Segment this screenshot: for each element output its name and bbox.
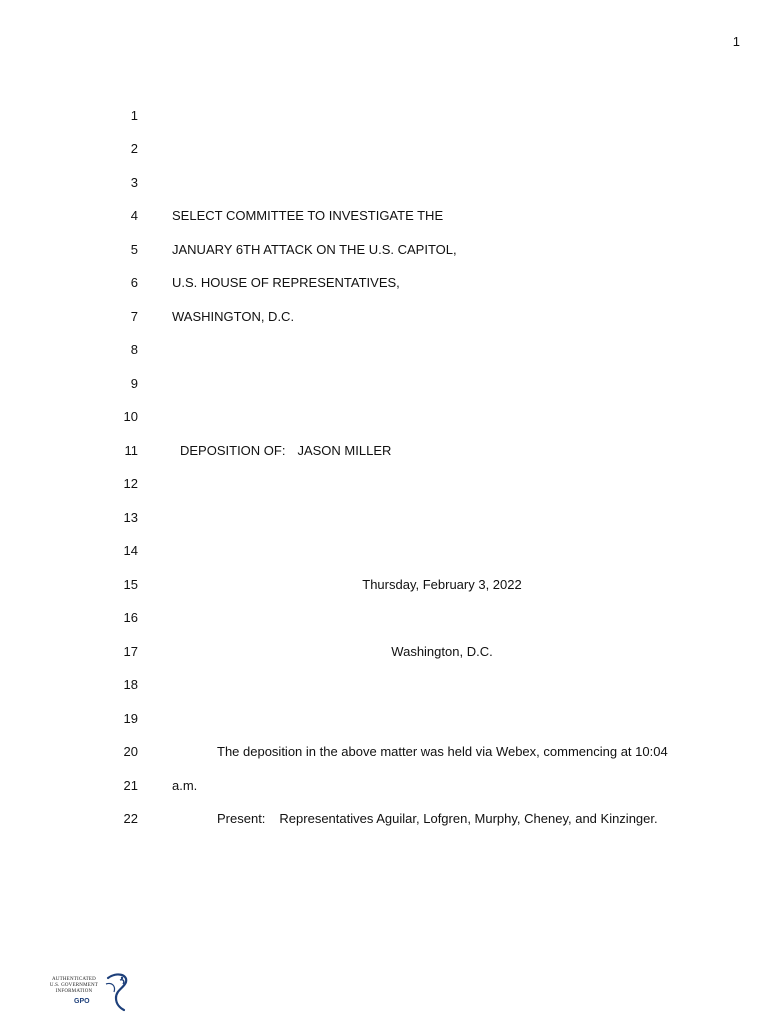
logo-text-information: INFORMATION bbox=[55, 989, 93, 994]
line-number: 18 bbox=[123, 677, 138, 692]
transcript-line bbox=[0, 508, 768, 528]
logo-text-authenticated: AUTHENTICATED bbox=[52, 977, 96, 982]
line-number: 14 bbox=[123, 543, 138, 558]
line-number: 9 bbox=[130, 376, 138, 391]
line-number: 16 bbox=[123, 610, 138, 625]
transcript-line bbox=[0, 742, 768, 762]
transcript-line bbox=[0, 441, 768, 461]
deposition-statement-continued: a.m. bbox=[172, 778, 198, 793]
deposition-date: Thursday, February 3, 2022 bbox=[362, 577, 522, 592]
line-number: 11 bbox=[124, 443, 138, 458]
transcript-line bbox=[0, 474, 768, 494]
transcript-line bbox=[0, 374, 768, 394]
transcript-line bbox=[0, 642, 768, 662]
transcript-line bbox=[0, 206, 768, 226]
transcript-line bbox=[0, 173, 768, 193]
present-label: Present: bbox=[217, 811, 266, 826]
gpo-authenticated-logo bbox=[44, 972, 134, 1016]
logo-text-gpo: GPO bbox=[74, 998, 90, 1005]
deponent-name: JASON MILLER bbox=[297, 443, 392, 458]
line-number: 10 bbox=[123, 409, 138, 424]
eagle-icon bbox=[102, 972, 132, 1016]
line-number: 1 bbox=[130, 108, 138, 123]
transcript-line bbox=[0, 340, 768, 360]
deposition-label: DEPOSITION OF: bbox=[180, 443, 286, 458]
transcript-line bbox=[0, 407, 768, 427]
line-number: 22 bbox=[123, 811, 138, 826]
transcript-line bbox=[0, 273, 768, 293]
deposition-location: Washington, D.C. bbox=[391, 644, 493, 659]
transcript-line bbox=[0, 139, 768, 159]
line-number: 6 bbox=[130, 275, 138, 290]
transcript-line bbox=[0, 541, 768, 561]
line-number: 19 bbox=[123, 711, 138, 726]
deposition-of-line bbox=[180, 441, 391, 461]
transcript-line bbox=[0, 307, 768, 327]
line-number: 3 bbox=[130, 175, 138, 190]
line-number: 2 bbox=[130, 141, 138, 156]
line-number: 8 bbox=[130, 342, 138, 357]
line-number: 15 bbox=[123, 577, 138, 592]
line-number: 5 bbox=[130, 242, 138, 257]
transcript-line bbox=[0, 809, 768, 829]
line-number: 17 bbox=[123, 644, 138, 659]
transcript-line bbox=[0, 608, 768, 628]
present-members: Representatives Aguilar, Lofgren, Murphy, Cheney, and Kinzinger. bbox=[279, 811, 658, 826]
committee-title-line: SELECT COMMITTEE TO INVESTIGATE THE bbox=[172, 208, 444, 223]
transcript-line bbox=[0, 240, 768, 260]
committee-title-line: U.S. HOUSE OF REPRESENTATIVES, bbox=[172, 275, 400, 290]
committee-title-line: WASHINGTON, D.C. bbox=[172, 309, 295, 324]
transcript-line bbox=[0, 106, 768, 126]
committee-title-line: JANUARY 6TH ATTACK ON THE U.S. CAPITOL, bbox=[172, 242, 457, 257]
transcript-line bbox=[0, 675, 768, 695]
logo-text-government: U.S. GOVERNMENT bbox=[49, 983, 99, 988]
line-number: 13 bbox=[123, 510, 138, 525]
present-line bbox=[217, 809, 658, 829]
line-number: 12 bbox=[123, 476, 138, 491]
page-number: 1 bbox=[732, 34, 740, 49]
line-number: 7 bbox=[130, 309, 138, 324]
line-number: 4 bbox=[130, 208, 138, 223]
transcript-line bbox=[0, 575, 768, 595]
line-number: 20 bbox=[123, 744, 138, 759]
deposition-statement: The deposition in the above matter was held via Webex, commencing at 10:04 bbox=[217, 744, 668, 759]
transcript-line bbox=[0, 709, 768, 729]
line-number: 21 bbox=[123, 778, 138, 793]
transcript-line bbox=[0, 776, 768, 796]
